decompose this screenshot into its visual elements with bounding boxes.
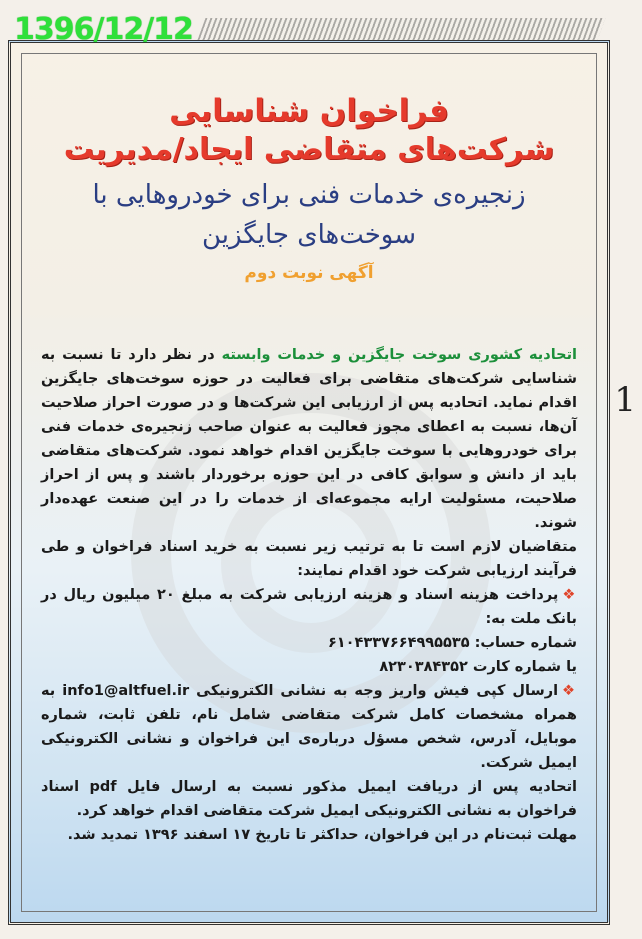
organization-name: اتحادیه کشوری سوخت جایگزین و خدمات وابسته xyxy=(221,347,578,363)
bullet-icon: ❖ xyxy=(562,587,578,603)
side-mark: 1 xyxy=(614,380,636,420)
intro-text: در نظر دارد تا نسبت به شناسایی شرکت‌های متقاضی برای فعالیت در حوزه سوخت‌های جایگزین اقدام نماید. اتحادیه پس از ارزیابی این شرکت‌ها و در صورت احراز صلاحیت آن‌ها، نسبت به اعطای مجوز فعالیت به عنوان صاحب زنجیره‌ی خدمات فنی برای خودروهایی با سوخت جایگزین اقدام خواهد نمود. شرکت‌های متقاضی باید از دانش و سوابق کافی در این حوزه برخوردار باشند و پس از احراز صلاحیت، مسئولیت ارایه مجموعه‌ای از خدمات را در این صنعت عهده‌دار شوند. xyxy=(41,347,577,531)
title-line-1: فراخوان شناسایی xyxy=(169,93,449,129)
after-text-pre: اتحادیه پس از دریافت ایمیل مذکور نسبت به ارسال فایل xyxy=(116,779,577,795)
after-paragraph xyxy=(41,775,577,823)
card-line xyxy=(41,655,577,679)
deadline-paragraph: مهلت ثبت‌نام در این فراخوان، حداکثر تا تاریخ ۱۷ اسفند ۱۳۹۶ تمدید شد. xyxy=(67,827,577,843)
bullet-icon: ❖ xyxy=(562,683,578,699)
second-notice-label: آگهی نوبت دوم xyxy=(244,263,374,283)
after-text-post: اسناد فراخوان به نشانی الکترونیکی ایمیل شرکت متقاضی اقدام خواهد کرد. xyxy=(41,779,577,819)
notice-header xyxy=(41,93,577,285)
account-label: شماره حساب: xyxy=(469,635,577,651)
email-text-post: به همراه مشخصات کامل شرکت متقاضی شامل نام، تلفن ثابت، شماره موبایل، آدرس، شخص مسؤل درباره‌ی این فراخوان و نشانی الکترونیکی ایمیل شرکت. xyxy=(41,683,577,771)
pdf-word: pdf xyxy=(89,779,117,795)
subtitle-line-1: زنجیره‌ی خدمات فنی برای خودروهایی با xyxy=(92,180,526,210)
card-label: یا شماره کارت xyxy=(467,659,577,675)
notice-frame xyxy=(8,40,610,925)
date-stamp: 1396/12/12 xyxy=(14,12,193,47)
intro-paragraph xyxy=(41,343,577,535)
steps-intro: متقاضیان لازم است تا به ترتیب زیر نسبت به خرید اسناد فراخوان و طی فرآیند ارزیابی شرکت خود اقدام نمایند: xyxy=(41,539,577,579)
account-number: ۶۱۰۴۳۳۷۶۶۴۹۹۵۵۳۵ xyxy=(327,635,470,651)
account-line xyxy=(41,631,577,655)
email-text-pre: ارسال کپی فیش واریز وجه به نشانی الکترونیکی xyxy=(189,683,559,699)
payment-text: پرداخت هزینه اسناد و هزینه ارزیابی شرکت به مبلغ ۲۰ میلیون ریال در بانک ملت به: xyxy=(41,587,577,627)
title-line-2: شرکت‌های متقاضی ایجاد/مدیریت xyxy=(63,132,555,167)
bullet-email xyxy=(41,679,577,775)
notice-body xyxy=(41,343,577,847)
bullet-payment xyxy=(41,583,577,631)
email-address: info1@altfuel.ir xyxy=(62,683,190,699)
subtitle-line-2: سوخت‌های جایگزین xyxy=(201,220,417,250)
card-number: ۸۲۳۰۳۸۴۳۵۲ xyxy=(379,659,468,675)
